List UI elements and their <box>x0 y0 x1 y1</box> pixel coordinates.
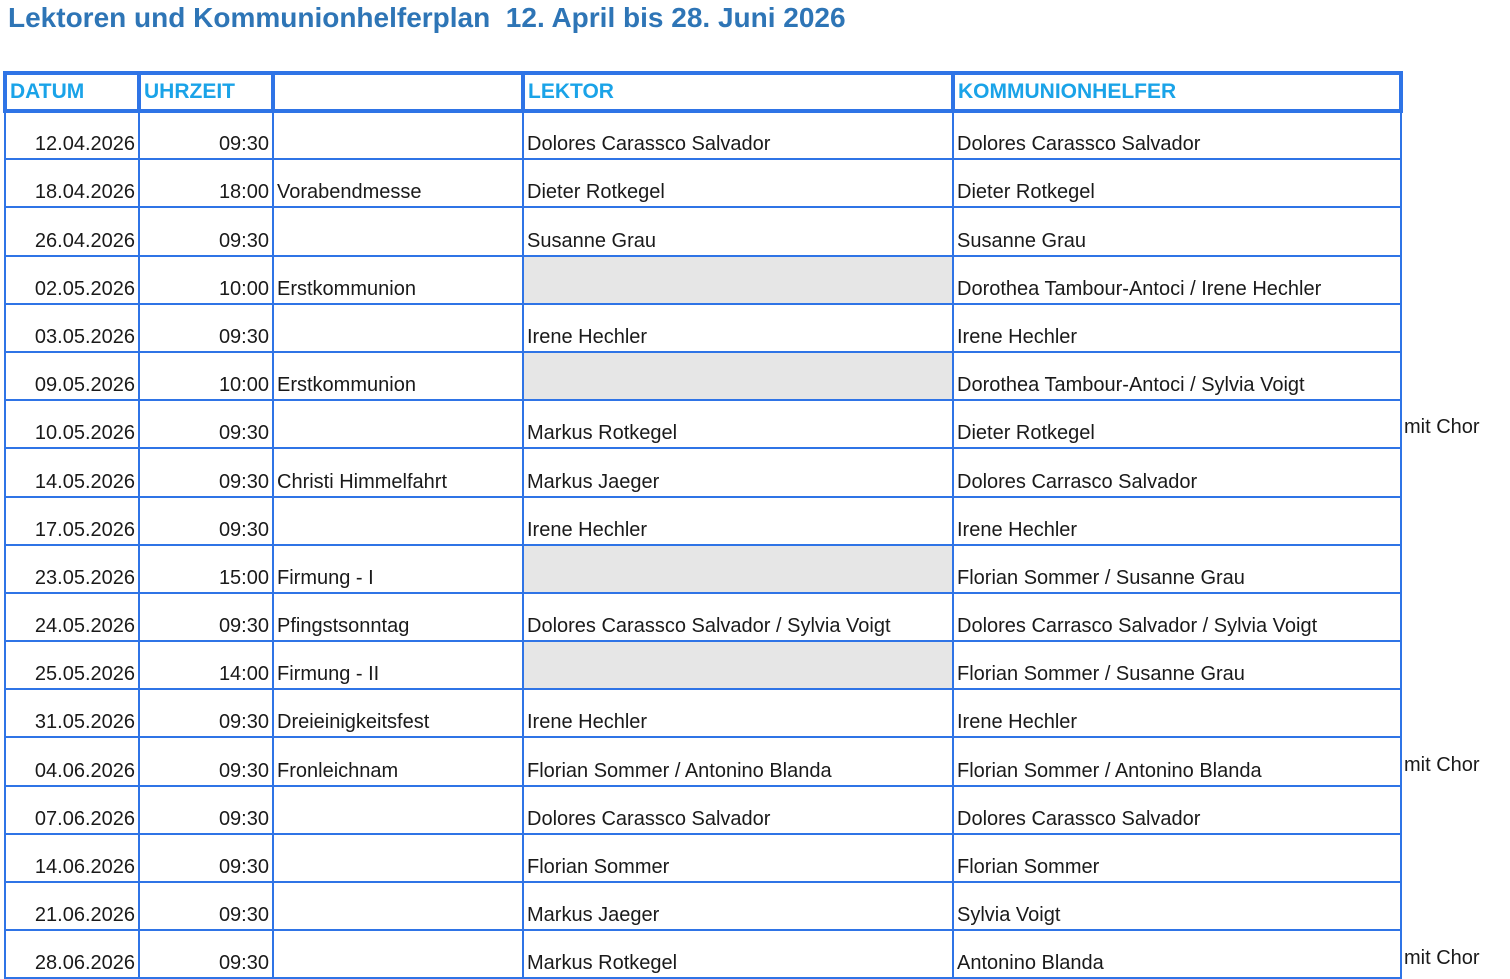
table-row <box>5 737 1401 785</box>
cell-lektor <box>523 641 953 689</box>
cell-datum: 31.05.2026 <box>5 689 139 737</box>
cell-anlass <box>273 111 523 159</box>
cell-anlass <box>273 786 523 834</box>
cell-lektor: Irene Hechler <box>523 689 953 737</box>
cell-anlass <box>273 497 523 545</box>
cell-anlass <box>273 834 523 882</box>
header-lektor: LEKTOR <box>523 73 953 111</box>
cell-anlass: Erstkommunion <box>273 256 523 304</box>
row-note: mit Chor <box>1404 753 1480 776</box>
cell-datum: 18.04.2026 <box>5 159 139 207</box>
cell-kommunionhelfer: Sylvia Voigt <box>953 882 1401 930</box>
schedule-table <box>3 71 1403 979</box>
table-row <box>5 304 1401 352</box>
cell-datum: 14.05.2026 <box>5 448 139 496</box>
cell-anlass <box>273 304 523 352</box>
cell-uhrzeit: 09:30 <box>139 689 273 737</box>
cell-kommunionhelfer: Dolores Carrasco Salvador / Sylvia Voigt <box>953 593 1401 641</box>
cell-lektor <box>523 545 953 593</box>
table-row <box>5 786 1401 834</box>
cell-uhrzeit: 09:30 <box>139 497 273 545</box>
cell-uhrzeit: 09:30 <box>139 111 273 159</box>
table-row <box>5 882 1401 930</box>
table-row <box>5 497 1401 545</box>
cell-datum: 04.06.2026 <box>5 737 139 785</box>
cell-lektor: Irene Hechler <box>523 497 953 545</box>
cell-lektor <box>523 256 953 304</box>
cell-kommunionhelfer: Florian Sommer / Susanne Grau <box>953 545 1401 593</box>
cell-kommunionhelfer: Dieter Rotkegel <box>953 400 1401 448</box>
table-row <box>5 448 1401 496</box>
cell-kommunionhelfer: Dolores Carassco Salvador <box>953 786 1401 834</box>
cell-datum: 02.05.2026 <box>5 256 139 304</box>
header-anlass <box>273 73 523 111</box>
table-row <box>5 834 1401 882</box>
cell-lektor: Susanne Grau <box>523 207 953 255</box>
cell-anlass: Firmung - II <box>273 641 523 689</box>
table-row <box>5 689 1401 737</box>
cell-anlass <box>273 882 523 930</box>
cell-uhrzeit: 14:00 <box>139 641 273 689</box>
cell-lektor: Florian Sommer <box>523 834 953 882</box>
cell-datum: 21.06.2026 <box>5 882 139 930</box>
cell-datum: 26.04.2026 <box>5 207 139 255</box>
cell-datum: 12.04.2026 <box>5 111 139 159</box>
cell-kommunionhelfer: Irene Hechler <box>953 497 1401 545</box>
cell-lektor: Dolores Carassco Salvador / Sylvia Voigt <box>523 593 953 641</box>
header-uhrzeit: UHRZEIT <box>139 73 273 111</box>
cell-anlass: Erstkommunion <box>273 352 523 400</box>
table-row <box>5 352 1401 400</box>
cell-kommunionhelfer: Dorothea Tambour-Antoci / Sylvia Voigt <box>953 352 1401 400</box>
cell-datum: 28.06.2026 <box>5 930 139 978</box>
cell-anlass: Dreieinigkeitsfest <box>273 689 523 737</box>
table-row <box>5 545 1401 593</box>
cell-uhrzeit: 18:00 <box>139 159 273 207</box>
cell-datum: 07.06.2026 <box>5 786 139 834</box>
cell-datum: 10.05.2026 <box>5 400 139 448</box>
cell-lektor: Markus Jaeger <box>523 882 953 930</box>
cell-datum: 03.05.2026 <box>5 304 139 352</box>
row-note: mit Chor <box>1404 416 1480 439</box>
table-row <box>5 930 1401 978</box>
table-row <box>5 159 1401 207</box>
row-note: mit Chor <box>1404 946 1480 969</box>
cell-kommunionhelfer: Irene Hechler <box>953 689 1401 737</box>
cell-lektor: Irene Hechler <box>523 304 953 352</box>
cell-lektor: Florian Sommer / Antonino Blanda <box>523 737 953 785</box>
cell-anlass: Firmung - I <box>273 545 523 593</box>
cell-uhrzeit: 09:30 <box>139 448 273 496</box>
cell-datum: 14.06.2026 <box>5 834 139 882</box>
cell-lektor: Dolores Carassco Salvador <box>523 786 953 834</box>
cell-kommunionhelfer: Florian Sommer <box>953 834 1401 882</box>
cell-datum: 24.05.2026 <box>5 593 139 641</box>
cell-kommunionhelfer: Dieter Rotkegel <box>953 159 1401 207</box>
cell-kommunionhelfer: Dorothea Tambour-Antoci / Irene Hechler <box>953 256 1401 304</box>
cell-kommunionhelfer: Dolores Carassco Salvador <box>953 111 1401 159</box>
table-row <box>5 593 1401 641</box>
cell-kommunionhelfer: Irene Hechler <box>953 304 1401 352</box>
cell-uhrzeit: 09:30 <box>139 834 273 882</box>
cell-uhrzeit: 09:30 <box>139 930 273 978</box>
cell-uhrzeit: 09:30 <box>139 400 273 448</box>
cell-uhrzeit: 10:00 <box>139 352 273 400</box>
table-row <box>5 256 1401 304</box>
table-row <box>5 400 1401 448</box>
cell-kommunionhelfer: Susanne Grau <box>953 207 1401 255</box>
page-title: Lektoren und Kommunionhelferplan 12. April bis 28. Juni 2026 <box>8 2 846 33</box>
cell-lektor: Markus Jaeger <box>523 448 953 496</box>
header-kommunionhelfer: KOMMUNIONHELFER <box>953 73 1401 111</box>
cell-kommunionhelfer: Florian Sommer / Susanne Grau <box>953 641 1401 689</box>
cell-datum: 09.05.2026 <box>5 352 139 400</box>
cell-datum: 17.05.2026 <box>5 497 139 545</box>
cell-uhrzeit: 09:30 <box>139 207 273 255</box>
cell-uhrzeit: 09:30 <box>139 786 273 834</box>
cell-uhrzeit: 09:30 <box>139 304 273 352</box>
cell-uhrzeit: 09:30 <box>139 882 273 930</box>
cell-uhrzeit: 10:00 <box>139 256 273 304</box>
cell-anlass: Fronleichnam <box>273 737 523 785</box>
cell-lektor: Markus Rotkegel <box>523 400 953 448</box>
table-row <box>5 641 1401 689</box>
table-row <box>5 207 1401 255</box>
cell-anlass: Pfingstsonntag <box>273 593 523 641</box>
table-header-row <box>5 73 1401 111</box>
cell-lektor <box>523 352 953 400</box>
cell-kommunionhelfer: Florian Sommer / Antonino Blanda <box>953 737 1401 785</box>
cell-lektor: Dolores Carassco Salvador <box>523 111 953 159</box>
cell-anlass: Christi Himmelfahrt <box>273 448 523 496</box>
cell-uhrzeit: 09:30 <box>139 737 273 785</box>
cell-kommunionhelfer: Antonino Blanda <box>953 930 1401 978</box>
cell-datum: 25.05.2026 <box>5 641 139 689</box>
cell-uhrzeit: 09:30 <box>139 593 273 641</box>
cell-kommunionhelfer: Dolores Carrasco Salvador <box>953 448 1401 496</box>
cell-uhrzeit: 15:00 <box>139 545 273 593</box>
header-datum: DATUM <box>5 73 139 111</box>
cell-anlass <box>273 207 523 255</box>
cell-datum: 23.05.2026 <box>5 545 139 593</box>
cell-anlass <box>273 400 523 448</box>
cell-lektor: Markus Rotkegel <box>523 930 953 978</box>
cell-anlass: Vorabendmesse <box>273 159 523 207</box>
cell-anlass <box>273 930 523 978</box>
cell-lektor: Dieter Rotkegel <box>523 159 953 207</box>
table-row <box>5 111 1401 159</box>
